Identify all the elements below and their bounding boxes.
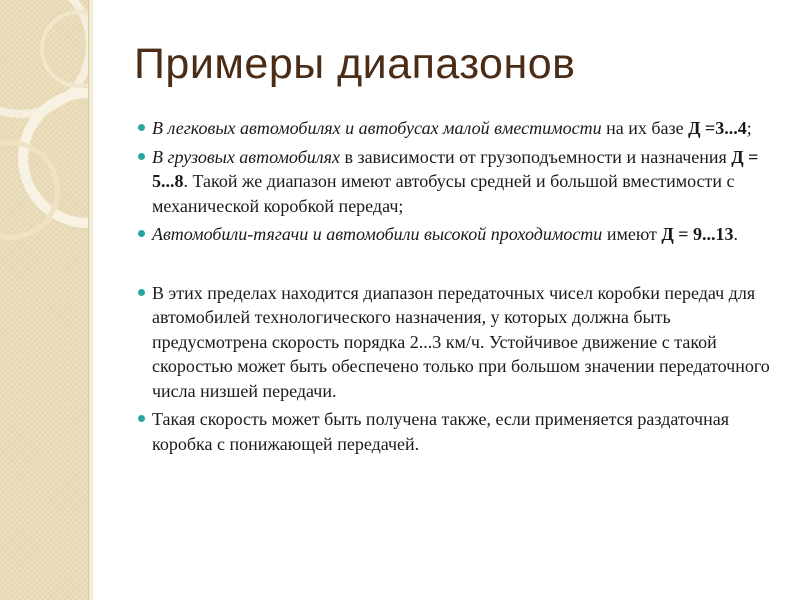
panel-divider [88,0,93,600]
bullet-item [136,145,776,219]
bullet-subject: В легковых автомобилях и автобусах малой вместимости [152,118,602,138]
range-value: Д = 5...8 [152,146,759,191]
bullet-item [136,116,776,141]
range-value: Д = 9...13 [661,224,734,244]
paragraph-item: В этих пределах находится диапазон передаточных чисел коробки передач для автомобилей технологического назначения, у которых должна быть предусмотрена скорость порядка 2...3 км/ч. Устойчивое движение с такой скоростью может быть обеспечено только при большом значении передаточного числа низшей передачи. [136,281,776,404]
bullet-text: имеют [602,224,662,244]
bullet-item [136,222,776,247]
paragraph-item: Такая скорость может быть получена также, если применяется раздаточная коробка с понижающей передачей. [136,407,776,456]
bullet-text: в зависимости от грузоподъемности и назначения [339,146,732,167]
slide-title: Примеры диапазонов [134,40,576,88]
range-value: Д =3...4 [688,118,747,138]
bullet-text: на их базе [601,118,689,138]
decorative-side-panel [0,0,88,600]
bullet-subject: Автомобили-тягачи и автомобили высокой проходимости [152,224,603,244]
bullet-text: . [733,224,739,244]
bullet-text: ; [746,118,752,138]
bullet-text: . Такой же диапазон имеют автобусы средней и большой вместимости с механической коробкой передач; [152,171,735,216]
bullet-subject: В грузовых автомобилях [152,146,340,167]
spacer [136,251,776,281]
slide-content [136,116,776,460]
